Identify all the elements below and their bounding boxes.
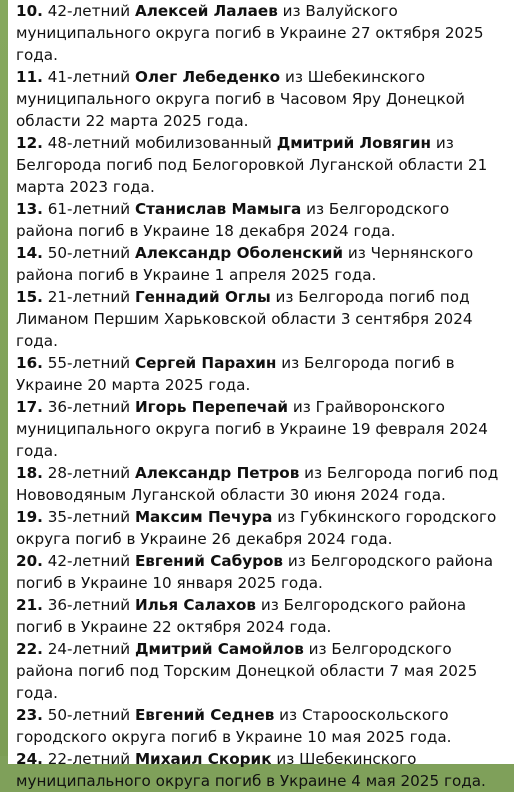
entry-details: из Губкинского городского округа погиб в Украине 26 декабря 2024 года. — [16, 508, 497, 548]
list-item — [16, 286, 508, 352]
entry-name: Игорь Перепечай — [134, 398, 289, 416]
entry-details: из Валуйского муниципального округа погиб в Украине 27 октября 2025 года. — [16, 2, 484, 64]
entry-details: из Белгородского района погиб под Торским Донецкой области 7 мая 2025 года. — [16, 640, 478, 702]
entry-name: Сергей Парахин — [134, 354, 277, 372]
entry-age: 55-летний — [42, 354, 135, 372]
entry-number: 11. — [16, 68, 43, 86]
list-item — [16, 594, 508, 638]
entry-age: 50-летний — [42, 244, 135, 262]
entry-details: из Белгорода погиб в Украине 20 марта 2025 года. — [16, 354, 455, 394]
list-item — [16, 66, 508, 132]
entry-number: 18. — [16, 464, 43, 482]
list-item — [16, 748, 508, 792]
entry-details: из Чернянского района погиб в Украине 1 апреля 2025 года. — [16, 244, 474, 284]
entry-name: Геннадий Оглы — [134, 288, 271, 306]
list-item — [16, 132, 508, 198]
entry-details: из Белгорода погиб под Нововодяным Луганской области 30 июня 2024 года. — [16, 464, 499, 504]
entry-number: 24. — [16, 750, 43, 768]
entry-name: Евгений Сабуров — [134, 552, 284, 570]
entry-age: 22-летний — [42, 750, 135, 768]
entry-age: 36-летний — [42, 398, 135, 416]
entry-name: Дмитрий Самойлов — [134, 640, 304, 658]
entry-details: из Белгорода погиб под Белогоровкой Луганской области 21 марта 2023 года. — [16, 134, 488, 196]
entry-name: Дмитрий Ловягин — [276, 134, 431, 152]
entry-name: Евгений Седнев — [134, 706, 275, 724]
entry-number: 13. — [16, 200, 43, 218]
entry-details: из Белгорода погиб под Лиманом Першим Харьковской области 3 сентября 2024 года. — [16, 288, 473, 350]
entry-age: 28-летний — [42, 464, 135, 482]
list-item — [16, 0, 508, 66]
entry-details: из Белгородского района погиб в Украине 22 октября 2024 года. — [16, 596, 467, 636]
entry-number: 12. — [16, 134, 43, 152]
entry-details: из Шебекинского муниципального округа погиб в Часовом Яру Донецкой области 22 марта 2025 года. — [16, 68, 465, 130]
entry-number: 19. — [16, 508, 43, 526]
list-item — [16, 550, 508, 594]
list-item — [16, 462, 508, 506]
entry-age: 50-летний — [42, 706, 135, 724]
entry-name: Михаил Скорик — [134, 750, 272, 768]
entry-age: 61-летний — [42, 200, 135, 218]
entry-name: Александр Оболенский — [134, 244, 344, 262]
entry-number: 14. — [16, 244, 43, 262]
entry-details: из Белгородского района погиб в Украине 10 января 2025 года. — [16, 552, 494, 592]
list-item — [16, 352, 508, 396]
list-item — [16, 396, 508, 462]
entry-age: 36-летний — [42, 596, 135, 614]
casualty-list — [16, 0, 508, 792]
entry-age: 41-летний — [42, 68, 135, 86]
entry-number: 23. — [16, 706, 43, 724]
entry-name: Станислав Мамыга — [134, 200, 302, 218]
list-item — [16, 242, 508, 286]
entry-details: из Старооскольского городского округа погиб в Украине 10 мая 2025 года. — [16, 706, 452, 746]
list-item — [16, 638, 508, 704]
entry-age: 42-летний — [42, 552, 135, 570]
list-item — [16, 198, 508, 242]
entry-number: 20. — [16, 552, 43, 570]
entry-name: Олег Лебеденко — [134, 68, 281, 86]
entry-number: 22. — [16, 640, 43, 658]
entry-name: Алексей Лалаев — [134, 2, 278, 20]
message-bubble — [8, 0, 514, 790]
entry-age: 24-летний — [42, 640, 135, 658]
entry-details: из Шебекинского муниципального округа погиб в Украине 4 мая 2025 года. — [16, 750, 486, 790]
entry-number: 21. — [16, 596, 43, 614]
entry-age: 42-летний — [42, 2, 135, 20]
entry-number: 17. — [16, 398, 43, 416]
entry-age: 21-летний — [42, 288, 135, 306]
entry-name: Илья Салахов — [134, 596, 257, 614]
entry-details: из Белгородского района погиб в Украине 18 декабря 2024 года. — [16, 200, 450, 240]
entry-name: Александр Петров — [134, 464, 300, 482]
list-item — [16, 704, 508, 748]
entry-age: 48-летний мобилизованный — [42, 134, 277, 152]
entry-age: 35-летний — [42, 508, 135, 526]
list-item — [16, 506, 508, 550]
entry-number: 16. — [16, 354, 43, 372]
entry-number: 10. — [16, 2, 43, 20]
entry-details: из Грайворонского муниципального округа погиб в Украине 19 февраля 2024 года. — [16, 398, 488, 460]
entry-name: Максим Печура — [134, 508, 273, 526]
entry-number: 15. — [16, 288, 43, 306]
